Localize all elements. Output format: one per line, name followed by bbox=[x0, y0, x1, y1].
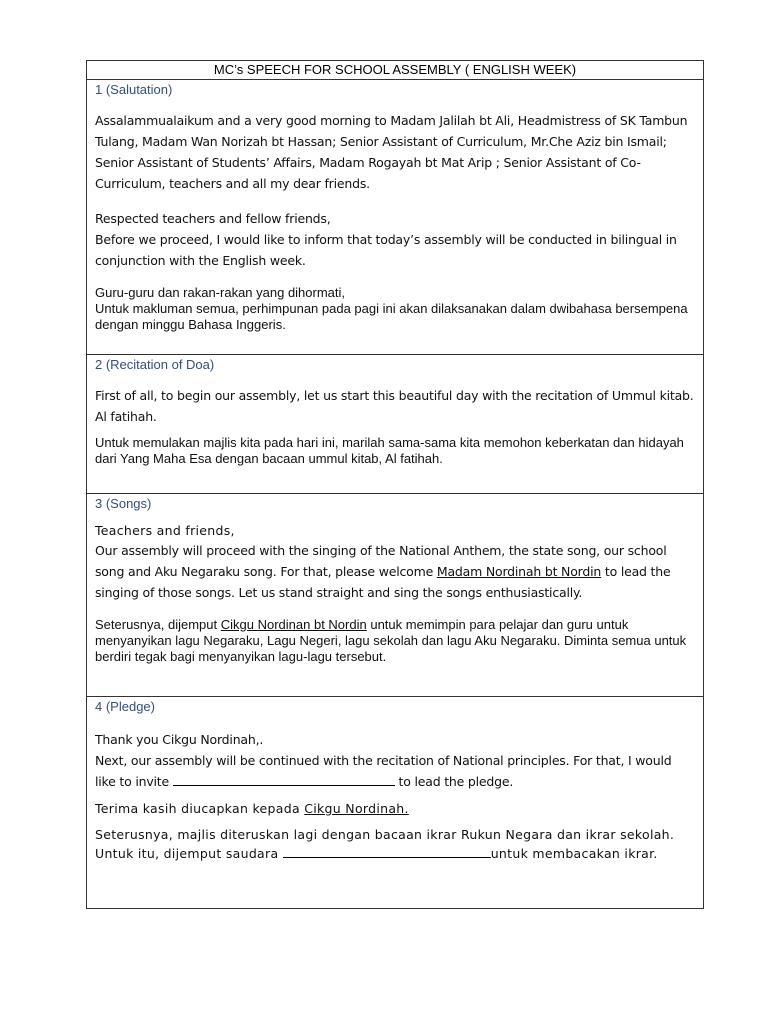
doa-english: First of all, to begin our assembly, let us start this beautiful day with the recitation of Ummul kitab. Al fatihah. bbox=[95, 388, 694, 424]
pledge-malay-thanks-text: Terima kasih diucapkan kepada bbox=[95, 801, 300, 816]
section-doa bbox=[87, 355, 703, 494]
section-songs bbox=[87, 494, 703, 697]
pledge-text-a: Next, our assembly will be continued with the recitation of National principles. For that, I would like to invite bbox=[95, 753, 672, 789]
malay-greeting: Guru-guru dan rakan-rakan yang dihormati, bbox=[95, 285, 346, 300]
pledge-malay-thanks-name: Cikgu Nordinah. bbox=[304, 801, 409, 816]
songs-malay-a: Seterusnya, dijemput bbox=[95, 617, 218, 632]
section-salutation bbox=[87, 80, 703, 355]
songs-greeting: Teachers and friends, bbox=[95, 523, 235, 538]
songs-text-b: to lead the singing of those songs. Let us stand straight and sing the songs enthusiastically. bbox=[95, 564, 671, 600]
pledge-thanks: Thank you Cikgu Nordinah,. bbox=[95, 732, 264, 747]
section-heading: 3 (Songs) bbox=[95, 496, 152, 511]
songs-malay bbox=[95, 617, 695, 665]
songs-english bbox=[95, 540, 695, 603]
section-heading: 4 (Pledge) bbox=[95, 699, 155, 714]
speech-table bbox=[86, 60, 704, 909]
songs-leader-name: Madam Nordinah bt Nordin bbox=[436, 564, 602, 579]
pledge-name-blank[interactable] bbox=[173, 772, 395, 786]
section-heading: 1 (Salutation) bbox=[95, 82, 173, 97]
section-pledge bbox=[87, 697, 703, 908]
pledge-malay-b: untuk membacakan ikrar. bbox=[490, 846, 658, 861]
songs-malay-b: untuk memimpin para pelajar dan guru untuk menyanyikan lagu Negaraku, Lagu Negeri, lagu sekolah dan lagu Aku Negaraku. Diminta semua untuk berdiri tegak bagi menyanyikan lagu-lagu tersebut. bbox=[95, 617, 687, 664]
pledge-malay-thanks bbox=[95, 800, 695, 818]
section-heading: 2 (Recitation of Doa) bbox=[95, 357, 215, 372]
malay-notice: Untuk makluman semua, perhimpunan pada pagi ini akan dilaksanakan dalam dwibahasa bersempena dengan minggu Bahasa Inggeris. bbox=[95, 301, 688, 332]
doa-malay: Untuk memulakan majlis kita pada hari ini, marilah sama-sama kita memohon keberkatan dan hidayah dari Yang Maha Esa dengan bacaan ummul kitab, Al fatihah. bbox=[95, 435, 684, 466]
respected-line: Respected teachers and fellow friends, bbox=[95, 211, 331, 226]
songs-malay-leader: Cikgu Nordinan bt Nordin bbox=[220, 617, 367, 632]
bilingual-notice: Before we proceed, I would like to inform that today’s assembly will be conducted in bilingual in conjunction with the English week. bbox=[95, 232, 677, 268]
pledge-malay bbox=[95, 826, 695, 863]
songs-text-a: Our assembly will proceed with the singing of the National Anthem, the state song, our school song and Aku Negaraku song. For that, please welcome bbox=[95, 543, 667, 579]
document-title: MC’s SPEECH FOR SCHOOL ASSEMBLY ( ENGLISH WEEK) bbox=[87, 61, 703, 80]
pledge-text-b: to lead the pledge. bbox=[398, 774, 514, 789]
salutation-paragraph: Assalammualaikum and a very good morning to Madam Jalilah bt Ali, Headmistress of SK Tambun Tulang, Madam Wan Norizah bt Hassan; Senior Assistant of Curriculum, Mr.Che Aziz bin Ismail; Senior Assistant of Students’ Affairs, Madam Rogayah bt Mat Arip ; Senior Assistant of Co-Curriculum, teachers and all my dear friends. bbox=[95, 113, 688, 191]
pledge-malay-blank[interactable] bbox=[283, 844, 491, 858]
pledge-english bbox=[95, 750, 695, 792]
pledge-malay-a: Seterusnya, majlis diteruskan lagi dengan bacaan ikrar Rukun Negara dan ikrar sekolah. Untuk itu, dijemput saudara bbox=[95, 827, 675, 861]
